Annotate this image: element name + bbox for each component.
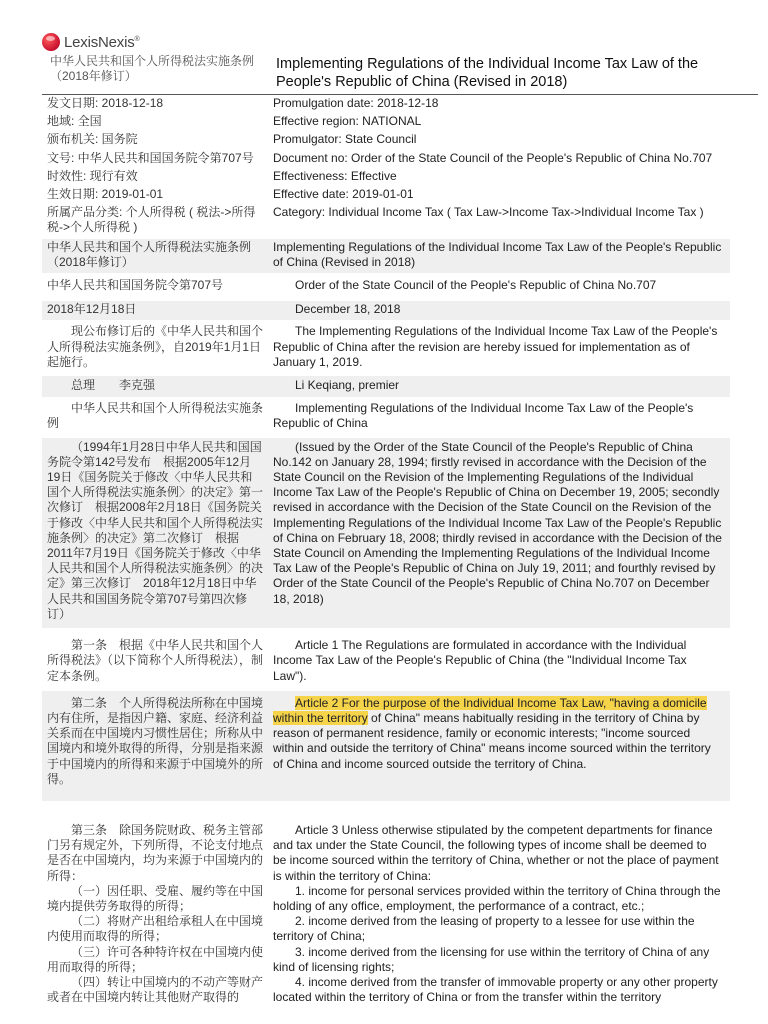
meta-cn: 所属产品分类: 个人所得税 ( 税法->所得税->个人所得税 ) bbox=[47, 205, 256, 235]
article-3-en-lead: Article 3 Unless otherwise stipulated by the competent departments for finance and tax under the State Council, the following types of income shall be deemed to be income sourced within the territory of China, whether or not the place of payment is within the territory of China: bbox=[273, 822, 719, 883]
bilingual-document-body bbox=[42, 95, 730, 1005]
article-2-row bbox=[42, 691, 730, 801]
article-3-item-en: 3. income derived from the licensing for use within the territory of China of any kind of licensing rights; bbox=[273, 944, 710, 974]
article-1-cn: 第一条 根据《中华人民共和国个人所得税法》（以下简称个人所得税法），制定本条例。 bbox=[47, 638, 264, 683]
intro-en: The Implementing Regulations of the Individual Income Tax Law of the People's Republic of China after the revision are hereby issued for implementation as of January 1, 2019. bbox=[273, 324, 718, 369]
regulation-name-en: Implementing Regulations of the Individual Income Tax Law of the People's Republic of China bbox=[273, 401, 694, 431]
article-3-item-cn: （四）转让中国境内的不动产等财产或者在中国境内转让其他财产取得的 bbox=[47, 974, 264, 1005]
header-title-en: Implementing Regulations of the Individual Income Tax Law of the People's Republic of China (Revised in 2018) bbox=[276, 56, 699, 90]
brand-name: LexisNexis bbox=[64, 33, 135, 51]
article-3-item-cn: （三）许可各种特许权在中国境内使用而取得的所得； bbox=[47, 944, 264, 974]
document-header bbox=[0, 0, 768, 96]
regulation-name-row bbox=[42, 401, 730, 431]
meta-row bbox=[42, 150, 730, 168]
meta-cn: 时效性: 现行有效 bbox=[47, 168, 138, 183]
highlighted-text[interactable]: Article 2 For the purpose of the Individual Income Tax Law, "having a domicile within the territory bbox=[273, 695, 707, 725]
header-title-cn: 中华人民共和国个人所得税法实施条例（2018年修订） bbox=[50, 54, 255, 83]
meta-en: Category: Individual Income Tax ( Tax Law->Income Tax->Individual Income Tax ) bbox=[273, 205, 704, 220]
article-2-en bbox=[268, 691, 730, 801]
article-3-cn-lead: 第三条 除国务院财政、税务主管部门另有规定外，下列所得，不论支付地点是否在中国境内，均为来源于中国境内的所得： bbox=[47, 822, 264, 883]
date-en: December 18, 2018 bbox=[268, 301, 730, 320]
meta-cn: 地域: 全国 bbox=[47, 114, 102, 129]
meta-cn: 文号: 中华人民共和国国务院令第707号 bbox=[47, 150, 254, 165]
meta-row bbox=[42, 131, 730, 149]
article-3-item-en: 1. income for personal services provided within the territory of China through the holding of any office, employment, the performance of a contract, etc.; bbox=[273, 883, 721, 913]
order-row bbox=[42, 278, 730, 293]
intro-cn: 现公布修订后的《中华人民共和国个人所得税法实施条例》，自2019年1月1日起施行。 bbox=[47, 324, 264, 369]
article-3-cn bbox=[42, 823, 268, 1005]
meta-en: Promulgator: State Council bbox=[273, 132, 417, 147]
title-row bbox=[42, 239, 730, 273]
date-cn: 2018年12月18日 bbox=[42, 301, 268, 320]
meta-cn: 生效日期: 2019-01-01 bbox=[47, 187, 164, 202]
article-3-item-en: 4. income derived from the transfer of immovable property or any other property located within the territory of China or from the transfer within the territory bbox=[273, 974, 718, 1005]
article-3-item-cn: （二）将财产出租给承租人在中国境内使用而取得的所得； bbox=[47, 914, 264, 944]
premier-row bbox=[42, 376, 730, 397]
meta-en: Effectiveness: Effective bbox=[273, 168, 397, 183]
intro-row bbox=[42, 324, 730, 370]
date-row bbox=[42, 301, 730, 320]
premier-en: Li Keqiang, premier bbox=[268, 376, 730, 397]
article-2-cn: 第二条 个人所得税法所称在中国境内有住所，是指因户籍、家庭、经济利益关系而在中国境内习惯性居住；所称从中国境内和境外取得的所得，分别是指来源于中国境内的所得和来源于中国境外的所得。 bbox=[42, 691, 268, 801]
regulation-name-cn: 中华人民共和国个人所得税法实施条例 bbox=[47, 401, 264, 431]
meta-en: Effective date: 2019-01-01 bbox=[273, 187, 414, 202]
article-3-row bbox=[42, 823, 730, 1005]
article-3-item-en: 2. income derived from the leasing of property to a lessee for use within the territory of China; bbox=[273, 914, 695, 944]
article-3-item-cn: （一）因任职、受雇、履约等在中国境内提供劳务取得的所得； bbox=[47, 883, 264, 913]
premier-cn: 总理 李克强 bbox=[42, 376, 268, 397]
meta-row bbox=[42, 168, 730, 186]
revision-history-row bbox=[42, 438, 730, 628]
order-number-en: Order of the State Council of the People's Republic of China No.707 bbox=[295, 278, 657, 293]
meta-row bbox=[42, 186, 730, 204]
article-1-en: Article 1 The Regulations are formulated in accordance with the Individual Income Tax Law of the People's Republic of China (the "Individual Income Tax Law"). bbox=[273, 638, 687, 683]
meta-row bbox=[42, 95, 730, 113]
article-3-en bbox=[268, 823, 730, 1005]
meta-cn: 发文日期: 2018-12-18 bbox=[47, 96, 164, 110]
article-2-en-rest: of China" means habitually residing in the territory of China by reason of permanent residence, family or economic interests; "income sourced within and outside the territory of China" means income sourced within the territory of China and income sourced outside the territory of China. bbox=[273, 710, 711, 771]
meta-en: Effective region: NATIONAL bbox=[273, 114, 422, 129]
order-number-cn: 中华人民共和国国务院令第707号 bbox=[47, 278, 224, 293]
lexisnexis-sphere-icon bbox=[42, 33, 60, 51]
lexisnexis-logo: LexisNexis ® bbox=[42, 33, 140, 51]
meta-row bbox=[42, 113, 730, 131]
meta-en: Document no: Order of the State Council of the People's Republic of China No.707 bbox=[273, 150, 713, 165]
regulation-title-en: Implementing Regulations of the Individual Income Tax Law of the People's Republic of China (Revised in 2018) bbox=[268, 239, 730, 273]
revision-history-cn: （1994年1月28日中华人民共和国国务院令第142号发布 根据2005年12月19日《国务院关于修改〈中华人民共和国个人所得税法实施条例〉的决定》第一次修订 根据2008年2月18日《国务院关于修改〈中华人民共和国个人所得税法实施条例〉的决定》第二次修订 根据2011年7月19日《国务院关于修改〈中华人民共和国个人所得税法实施条例〉的决定》第三次修订 2018年12月18日中华人民共和国国务院令第707号第四次修订） bbox=[42, 438, 268, 628]
article-1-row bbox=[42, 638, 730, 684]
regulation-title-cn: 中华人民共和国个人所得税法实施条例（2018年修订） bbox=[42, 239, 268, 273]
revision-history-en: (Issued by the Order of the State Council of the People's Republic of China No.142 on January 28, 1994; firstly revised in accordance with the Decision of the State Council on the Revision of the Implementing Regulations of the Individual Income Tax Law of the People's Republic of China on December 19, 2005; secondly revised in accordance with the Decision of the State Council on the Revision of the Implementing Regulations of the Individual Income Tax Law of the People's Republic of China on February 18, 2008; thirdly revised in accordance with the Decision of the State Council on Amending the Implementing Regulations of the Individual Income Tax Law of the People's Republic of China on July 19, 2011; and fourthly revised by Order of the State Council of the People's Republic of China No.707 on December 18, 2018) bbox=[268, 438, 730, 628]
meta-cn: 颁布机关: 国务院 bbox=[47, 132, 138, 147]
meta-en: Promulgation date: 2018-12-18 bbox=[273, 96, 439, 110]
meta-row bbox=[42, 204, 730, 237]
